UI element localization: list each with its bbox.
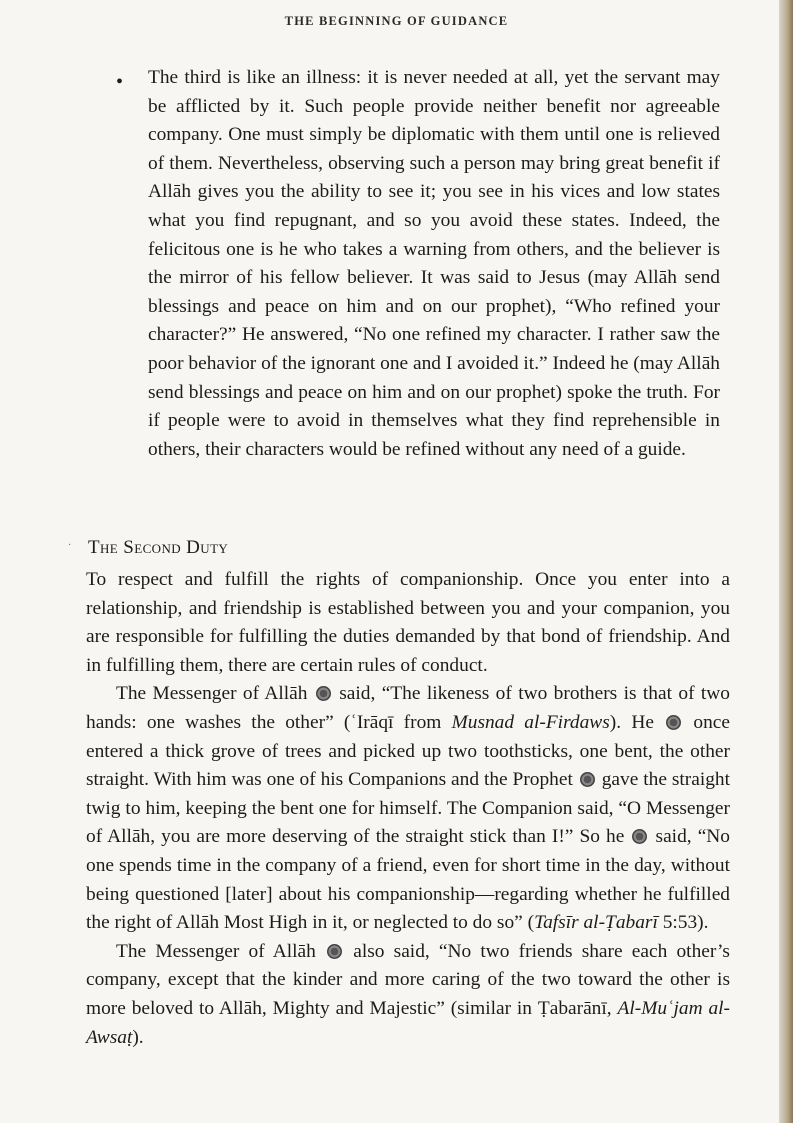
bullet-marker: • xyxy=(116,71,124,93)
section-body xyxy=(86,566,730,1052)
paragraph-2: The Messenger of Allāh said, “The likeness of two brothers is that of two hands: one washes the other” (ʿIrāqī from Musnad al-Firdaws). He once entered a thick grove of trees and picked up two toothsticks, one bent, the other straight. With him was one of his Companions and the Prophet gave the straight twig to him, keeping the bent one for himself. The Companion said, “O Messenger of Allāh, you are more deserving of the straight stick than I!” So he said, “No one spends time in the company of a friend, even for short time in the day, without being questioned [later] about his companionship—regarding whether he fulfilled the right of Allāh Most High in it, or neglected to do so” (Tafsīr al-Ṭabarī 5:53). xyxy=(86,683,731,934)
citation-title: Tafsīr al-Ṭabarī xyxy=(534,912,658,934)
running-head: THE BEGINNING OF GUIDANCE xyxy=(284,14,509,28)
page-edge-shadow xyxy=(779,0,793,1123)
paragraph-3: The Messenger of Allāh also said, “No two friends share each other’s company, except that the kinder and more caring of the two toward the other is more beloved to Allāh, Mighty and Majestic” (similar in Ṭabarānī, Al-Muʿjam al-Awsaṭ). xyxy=(86,940,730,1048)
section-heading: The Second Duty xyxy=(88,537,229,558)
salutation-icon xyxy=(580,772,595,787)
bullet-item xyxy=(118,64,720,464)
salutation-icon xyxy=(666,715,681,730)
salutation-icon xyxy=(632,829,647,844)
salutation-icon xyxy=(327,944,342,959)
paragraph-1: To respect and fulfill the rights of companionship. Once you enter into a relationship, and friendship is established between you and your companion, you are responsible for fulfilling the duties demanded by that bond of friendship. And in fulfilling them, there are certain rules of conduct. xyxy=(86,569,730,676)
citation-title: Musnad al-Firdaws xyxy=(451,711,610,733)
citation-title: Al-Muʿjam al-Awsaṭ xyxy=(86,997,730,1048)
salutation-icon xyxy=(316,686,331,701)
bullet-paragraph: The third is like an illness: it is never needed at all, yet the servant may be afflicted by it. Such people provide neither benefit nor agreeable company. One must simply be diplomatic with them until one is relieved of them. Nevertheless, observing such a person may bring great benefit if Allāh gives you the ability to see it; you see in his vices and low states what you find repugnant, and so you avoid these states. Indeed, the felicitous one is he who takes a warning from others, and the believer is the mirror of his fellow believer. It was said to Jesus (may Allāh send blessings and peace on him and on our prophet), “Who refined your character?” He answered, “No one refined my character. I rather saw the poor behavior of the ignorant one and I avoided it.” Indeed he (may Allāh send blessings and peace on him and on our prophet) spoke the truth. For if people were to avoid in themselves what they find reprehensible in others, their characters would be refined without any need of a guide. xyxy=(148,67,720,460)
margin-mark: · xyxy=(68,540,72,551)
